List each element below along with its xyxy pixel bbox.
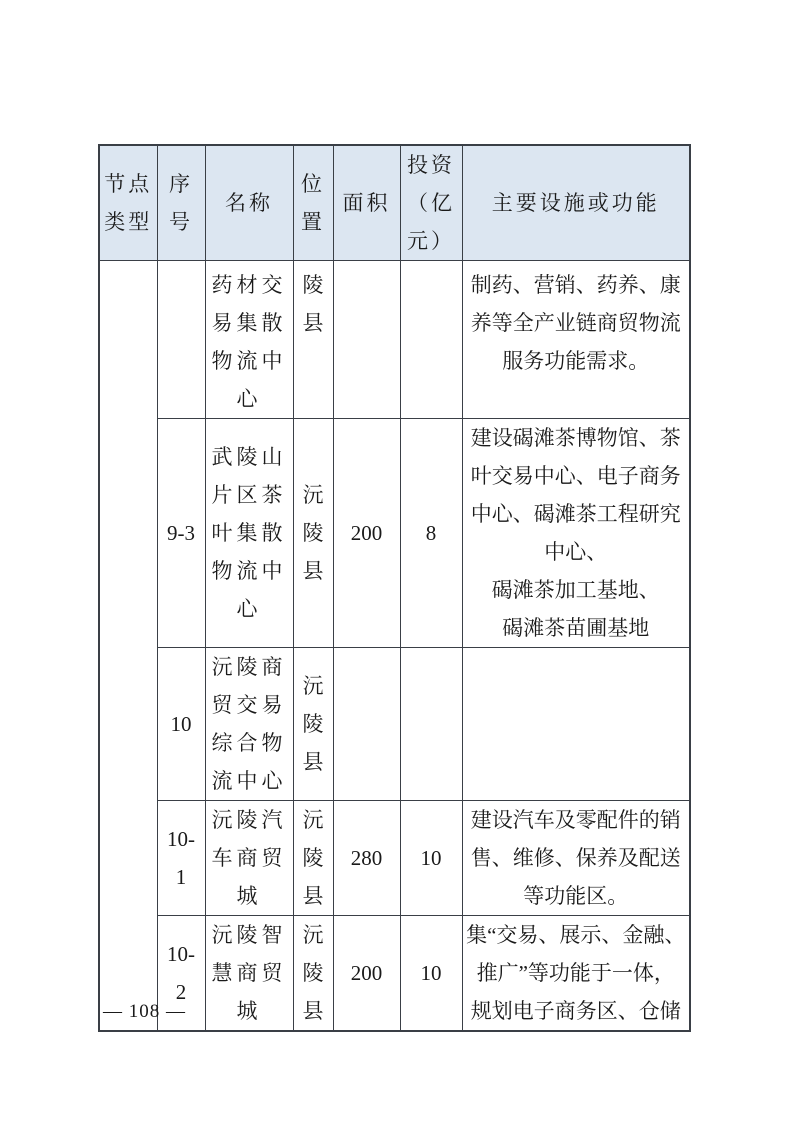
- page-number: — 108 —: [103, 1001, 186, 1022]
- header-area: 面积: [333, 145, 400, 261]
- cell-investment: [400, 261, 462, 419]
- header-node-type: 节点 类型: [99, 145, 157, 261]
- table-row: [99, 648, 690, 801]
- cell-functions: 建设汽车及零配件的销 售、维修、保养及配送 等功能区。: [462, 801, 690, 916]
- table-row: [99, 261, 690, 419]
- cell-area: 280: [333, 801, 400, 916]
- logistics-projects-table: [98, 144, 691, 1032]
- header-investment: 投资 （亿 元）: [400, 145, 462, 261]
- cell-functions: 制药、营销、药养、康 养等全产业链商贸物流 服务功能需求。: [462, 261, 690, 419]
- cell-seq: 9-3: [157, 419, 205, 648]
- table-row: [99, 801, 690, 916]
- cell-location: 沅 陵 县: [293, 801, 333, 916]
- cell-location: 沅 陵 县: [293, 419, 333, 648]
- cell-name: 沅陵智 慧商贸 城: [205, 916, 293, 1032]
- cell-location: 沅 陵 县: [293, 648, 333, 801]
- cell-area: 200: [333, 916, 400, 1032]
- cell-location: 沅 陵 县: [293, 916, 333, 1032]
- cell-investment: 10: [400, 916, 462, 1032]
- cell-seq: 10: [157, 648, 205, 801]
- cell-functions: 建设碣滩茶博物馆、茶 叶交易中心、电子商务 中心、碣滩茶工程研究 中心、碣滩茶加工基地、 碣滩茶苗圃基地: [462, 419, 690, 648]
- cell-investment: 10: [400, 801, 462, 916]
- cell-seq: 10- 2: [157, 916, 205, 1032]
- cell-investment: [400, 648, 462, 801]
- cell-name: 武陵山 片区茶 叶集散 物流中 心: [205, 419, 293, 648]
- cell-area: [333, 648, 400, 801]
- cell-location: 陵 县: [293, 261, 333, 419]
- cell-node-type-merged: [99, 261, 157, 1032]
- cell-functions: [462, 648, 690, 801]
- cell-name: 沅陵汽 车商贸 城: [205, 801, 293, 916]
- cell-area: 200: [333, 419, 400, 648]
- table-row: [99, 916, 690, 1032]
- cell-investment: 8: [400, 419, 462, 648]
- header-seq: 序 号: [157, 145, 205, 261]
- header-location: 位 置: [293, 145, 333, 261]
- cell-name: 沅陵商 贸交易 综合物 流中心: [205, 648, 293, 801]
- cell-seq: 10- 1: [157, 801, 205, 916]
- cell-area: [333, 261, 400, 419]
- header-name: 名称: [205, 145, 293, 261]
- cell-functions: 集“交易、展示、金融、 推广”等功能于一体， 规划电子商务区、仓储: [462, 916, 690, 1032]
- header-functions: 主要设施或功能: [462, 145, 690, 261]
- cell-seq: [157, 261, 205, 419]
- cell-name: 药材交 易集散 物流中 心: [205, 261, 293, 419]
- table-row: [99, 419, 690, 648]
- table-header-row: [99, 145, 690, 261]
